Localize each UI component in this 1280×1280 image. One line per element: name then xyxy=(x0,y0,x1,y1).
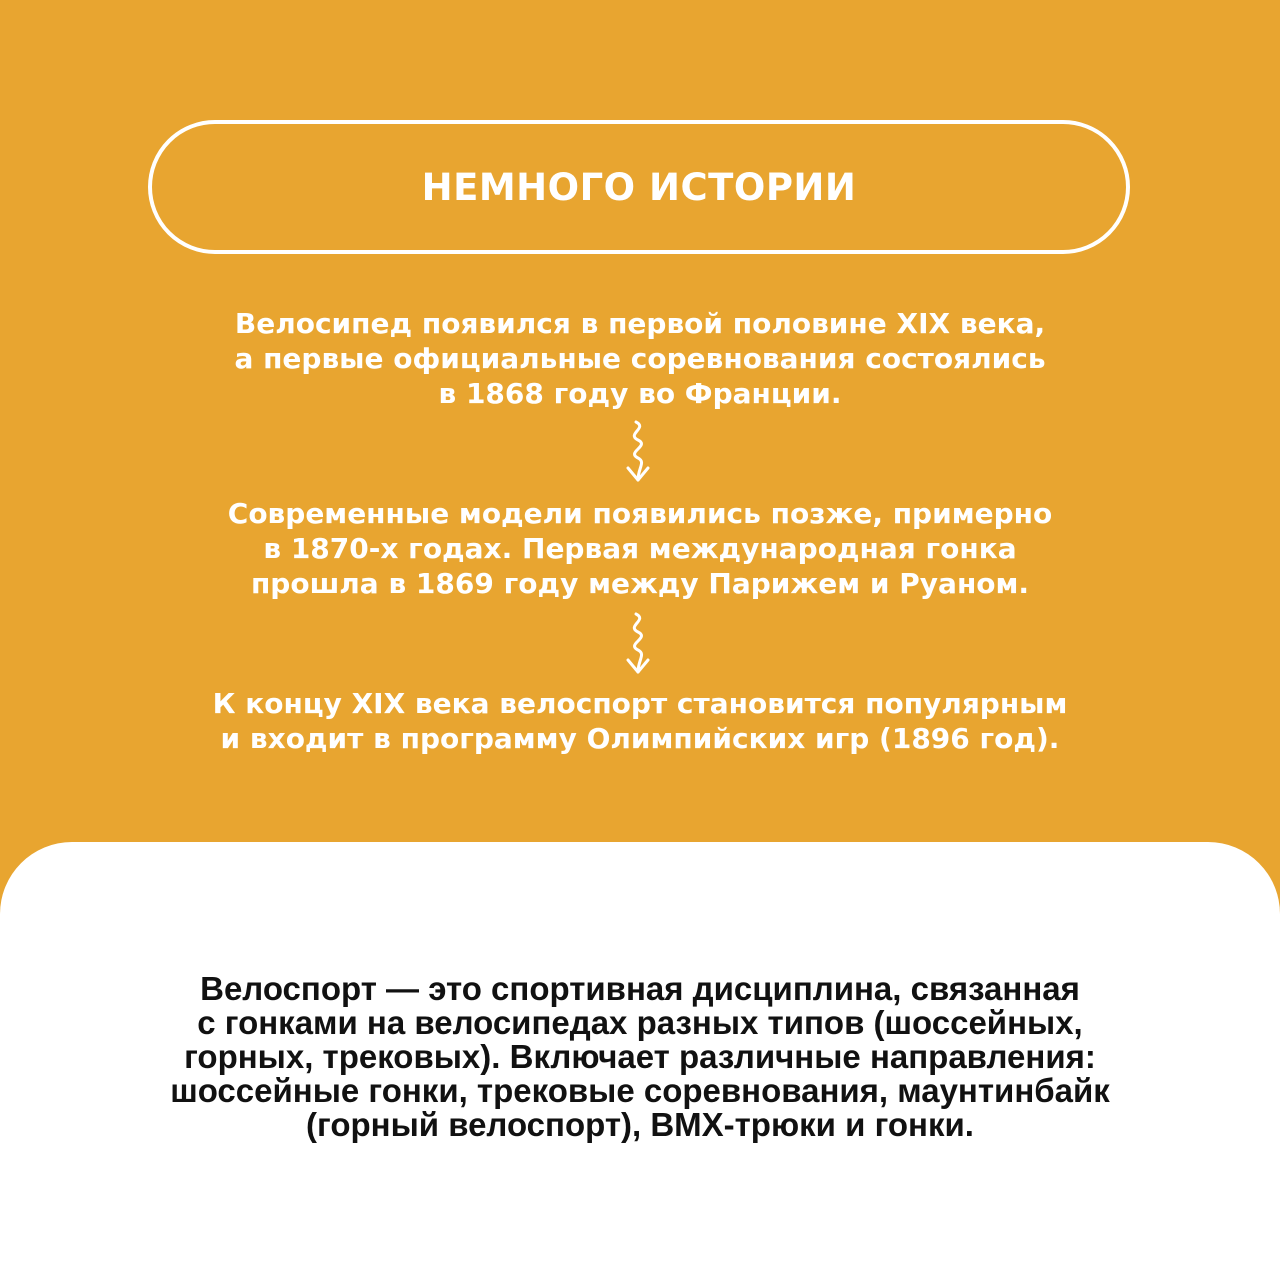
history-line: Велосипед появился в первой половине XIX века, xyxy=(234,307,1046,340)
definition-line: (горный велоспорт), BMX-трюки и гонки. xyxy=(306,1106,974,1143)
history-paragraph-1 xyxy=(60,306,1220,411)
squiggle-arrow-down-icon xyxy=(618,420,658,484)
history-paragraph-3 xyxy=(60,686,1220,756)
squiggle-arrow-down-icon xyxy=(618,612,658,676)
history-line: и входит в программу Олимпийских игр (1896 год). xyxy=(220,722,1060,755)
history-paragraph-2 xyxy=(60,496,1220,601)
history-line: а первые официальные соревнования состоялись xyxy=(234,342,1046,375)
history-line: Современные модели появились позже, примерно xyxy=(227,497,1053,530)
history-line: прошла в 1869 году между Парижем и Руаном. xyxy=(250,567,1030,600)
history-line: в 1870-х годах. Первая международная гонка xyxy=(263,532,1017,565)
title-pill xyxy=(148,120,1130,254)
history-line: в 1868 году во Франции. xyxy=(438,377,842,410)
definition-line: Велоспорт — это спортивная дисциплина, связанная xyxy=(200,970,1080,1007)
definition-line: шоссейные гонки, трековые соревнования, маунтинбайк xyxy=(170,1072,1110,1109)
definition-text xyxy=(40,972,1240,1142)
page-title: НЕМНОГО ИСТОРИИ xyxy=(421,165,857,209)
history-line: К концу XIX века велоспорт становится популярным xyxy=(212,687,1068,720)
definition-line: горных, трековых). Включает различные направления: xyxy=(184,1038,1096,1075)
definition-line: с гонками на велосипедах разных типов (шоссейных, xyxy=(197,1004,1083,1041)
